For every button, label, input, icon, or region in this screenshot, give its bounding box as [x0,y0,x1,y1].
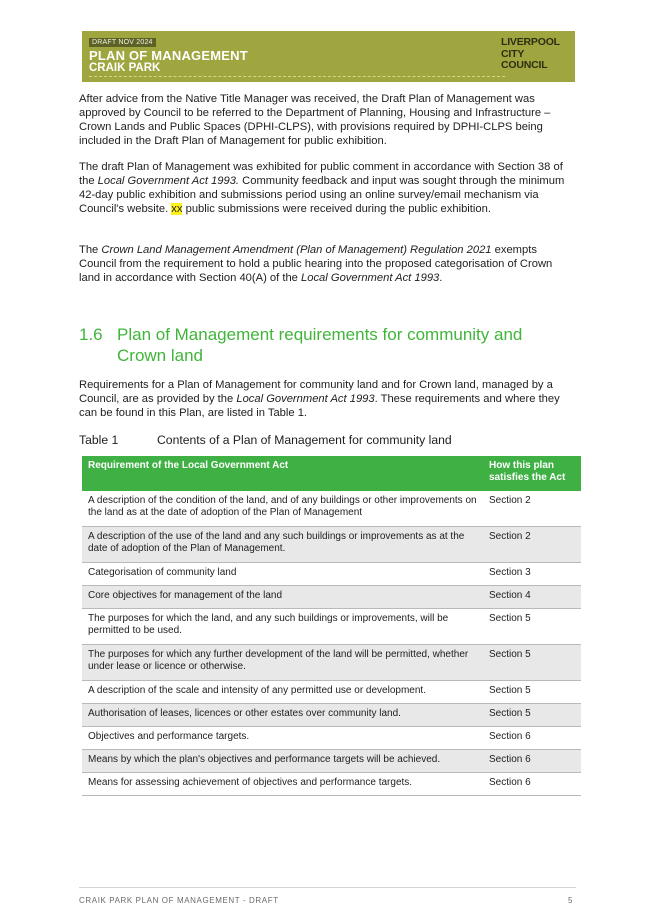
section-cell: Section 2 [483,527,581,563]
footer-divider [79,887,576,888]
table-title: Contents of a Plan of Management for community land [157,433,452,447]
p2-act-name: Local Government Act 1993. [97,175,240,187]
section-cell: Section 5 [483,681,581,704]
requirement-cell: Means by which the plan's objectives and performance targets will be achieved. [82,750,483,773]
document-subtitle: CRAIK PARK [89,62,161,74]
table-row [82,704,581,727]
requirement-cell: Authorisation of leases, licences or other estates over community land. [82,704,483,727]
requirement-cell: A description of the condition of the land, and of any buildings or other improvements on the land as at the date of adoption of the Plan of Management [82,491,483,527]
table-row [82,586,581,609]
paragraph-native-title: After advice from the Native Title Manager was received, the Draft Plan of Management was approved by Council to be referred to the Department of Planning, Housing and Infrastructure – Crown Lands and Public Spaces (DPHI-CLPS), with provisions required by DPHI-CLPS being included in the Draft Plan of Management for public exhibition. [79,93,551,147]
header-banner [82,31,575,82]
table-caption [79,433,452,447]
section-heading [79,324,559,366]
p3-text-e: . [439,272,443,284]
banner-dotted-rule [89,76,505,77]
draft-tag: DRAFT NOV 2024 [89,38,156,47]
requirement-cell: The purposes for which any further development of the land will be permitted, whether under lease or licence or otherwise. [82,645,483,681]
table-row [82,750,581,773]
requirement-cell: Categorisation of community land [82,563,483,586]
p3-act-name: Local Government Act 1993 [301,272,440,284]
paragraph-exhibition [79,160,576,216]
highlighted-placeholder: xx [171,203,183,215]
section-cell: Section 3 [483,563,581,586]
section-cell: Section 6 [483,727,581,750]
p3-regulation-name: Crown Land Management Amendment (Plan of Management) Regulation 2021 [101,244,492,256]
paragraph-requirements [79,378,576,420]
section-title-line-1: Plan of Management requirements for community and [117,325,523,344]
paragraph-regulation [79,243,576,285]
p2-text-d: public submissions were received during the public exhibition. [182,203,491,215]
requirement-cell: A description of the scale and intensity of any permitted use or development. [82,681,483,704]
table-row [82,563,581,586]
section-number: 1.6 [79,325,103,344]
requirement-cell: Core objectives for management of the land [82,586,483,609]
table-row [82,609,581,645]
p2-text-a: The draft Plan of Management was exhibited for public comment in accordance with Section 38 of the [79,161,563,187]
table-row [82,727,581,750]
section-cell: Section 6 [483,773,581,796]
council-logo [501,37,565,72]
requirement-cell: Objectives and performance targets. [82,727,483,750]
logo-line-2: CITY [501,47,525,60]
p4-text-a: Requirements for a Plan of Management for community land and for Crown land, managed by a Council, are as provided by the [79,379,553,405]
section-cell: Section 2 [483,491,581,527]
page-number: 5 [568,896,573,905]
section-cell: Section 5 [483,645,581,681]
requirement-cell: Means for assessing achievement of objectives and performance targets. [82,773,483,796]
p3-text-c: exempts Council from the requirement to hold a public hearing into the proposed categorisation of Crown land in accordance with Section 40(A) of the [79,244,553,284]
column-header-section: How this plan satisfies the Act [483,456,581,491]
column-header-requirement: Requirement of the Local Government Act [82,456,483,491]
logo-line-3: COUNCIL [501,59,548,71]
logo-line-1: LIVERPOOL [501,36,560,48]
section-cell: Section 6 [483,750,581,773]
table-row [82,773,581,796]
p2-text-c: Community feedback and input was sought through the minimum 42-day public exhibition and submissions period using an online survey/email mechanism via Council's website. [79,175,565,215]
document-title: PLAN OF MANAGEMENT [89,48,248,63]
p4-act-name: Local Government Act 1993 [236,393,375,405]
p4-text-c: . These requirements and where they can be found in this Plan, are listed in Table 1. [79,393,560,419]
requirement-cell: The purposes for which the land, and any such buildings or improvements, will be permitted to be used. [82,609,483,645]
footer-document-name: CRAIK PARK PLAN OF MANAGEMENT - DRAFT [79,896,279,905]
section-title-line-2: Crown land [117,346,203,365]
table-row [82,491,581,527]
table-row [82,645,581,681]
section-cell: Section 4 [483,586,581,609]
table-row [82,681,581,704]
requirements-table [82,456,581,796]
table-header-row [82,456,581,491]
table-row [82,527,581,563]
section-cell: Section 5 [483,704,581,727]
section-cell: Section 5 [483,609,581,645]
requirement-cell: A description of the use of the land and any such buildings or improvements as at the date of adoption of the Plan of Management. [82,527,483,563]
table-label: Table 1 [79,433,119,447]
p3-text-a: The [79,244,102,256]
